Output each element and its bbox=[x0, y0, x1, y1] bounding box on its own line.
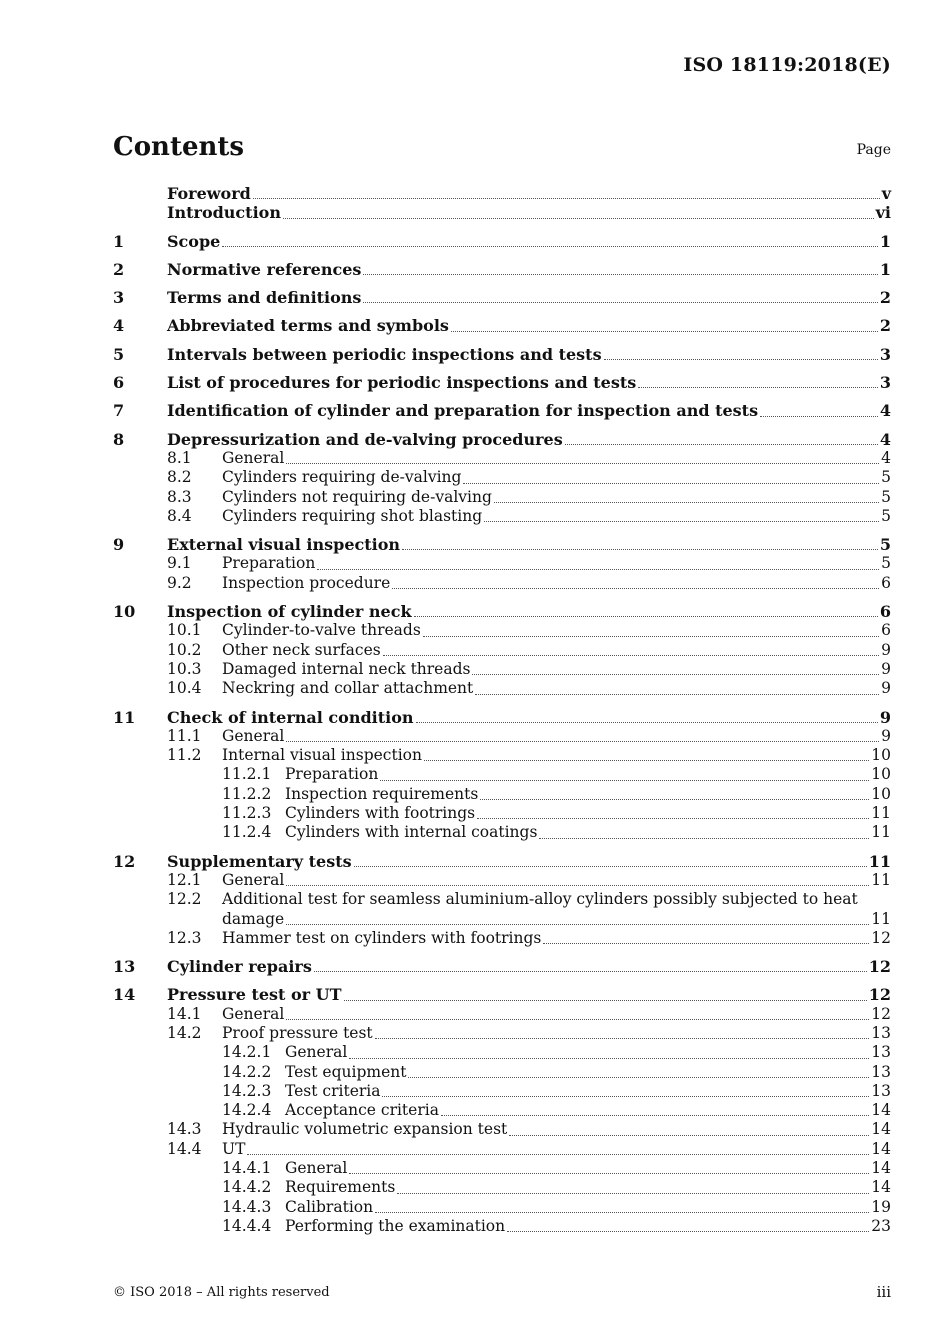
toc-entry-number: 14.1 bbox=[167, 1004, 202, 1023]
toc-entry[interactable] bbox=[113, 746, 891, 765]
toc-entry-page: 11 bbox=[871, 804, 891, 823]
toc-entry-title: Proof pressure test bbox=[222, 1023, 373, 1042]
toc-entry[interactable] bbox=[113, 1082, 891, 1101]
toc-entry[interactable] bbox=[113, 1198, 891, 1217]
toc-entry-page: 14 bbox=[871, 1139, 891, 1158]
toc-entry-title: Identification of cylinder and preparation for inspection and tests bbox=[167, 401, 759, 421]
dot-leader bbox=[424, 759, 869, 761]
dot-leader bbox=[286, 740, 879, 742]
toc-entry-page: 5 bbox=[881, 506, 891, 525]
toc-entry-title: General bbox=[222, 1004, 285, 1023]
toc-entry-number: 8.4 bbox=[167, 506, 192, 525]
toc-entry[interactable] bbox=[113, 679, 891, 698]
toc-entry-title: Pressure test or UT bbox=[167, 985, 342, 1005]
toc-entry[interactable] bbox=[113, 1005, 891, 1024]
dot-leader bbox=[286, 462, 879, 464]
dot-leader bbox=[539, 837, 869, 839]
toc-entry-number: 8.1 bbox=[167, 448, 192, 467]
toc-entry-page: 6 bbox=[881, 621, 891, 640]
dot-leader bbox=[484, 520, 879, 522]
toc-entry-title: Hammer test on cylinders with footrings bbox=[222, 928, 542, 947]
toc-entry-number: 14.4.2 bbox=[222, 1178, 272, 1197]
toc-entry-number: 14 bbox=[113, 985, 136, 1005]
toc-entry-page: 12 bbox=[871, 1004, 891, 1023]
dot-leader bbox=[397, 1192, 869, 1194]
dot-leader bbox=[507, 1230, 869, 1232]
dot-leader bbox=[349, 1172, 869, 1174]
toc-entry[interactable] bbox=[113, 641, 891, 660]
dot-leader bbox=[402, 548, 878, 550]
toc-entry-title: Normative references bbox=[167, 259, 362, 279]
toc-entry-title: List of procedures for periodic inspections and tests bbox=[167, 373, 637, 393]
toc-entry-page: 13 bbox=[871, 1081, 891, 1100]
toc-entry[interactable] bbox=[113, 785, 891, 804]
dot-leader bbox=[565, 443, 878, 445]
toc-entry-page: 14 bbox=[871, 1120, 891, 1139]
toc-entry-title: Terms and definitions bbox=[167, 288, 362, 308]
toc-entry-page: 12 bbox=[871, 928, 891, 947]
toc-entry-number: 2 bbox=[113, 259, 125, 279]
toc-entry-title: Cylinders with internal coatings bbox=[285, 823, 538, 842]
toc-entry[interactable] bbox=[113, 488, 891, 507]
toc-entry[interactable] bbox=[113, 621, 891, 640]
toc-entry[interactable] bbox=[113, 288, 891, 307]
page-number: iii bbox=[876, 1283, 891, 1301]
dot-leader bbox=[408, 1076, 869, 1078]
dot-leader bbox=[317, 568, 879, 570]
toc-entry-page: 10 bbox=[871, 784, 891, 803]
toc-entry[interactable] bbox=[113, 602, 891, 621]
toc-entry[interactable] bbox=[113, 871, 891, 890]
toc-entry[interactable] bbox=[113, 430, 891, 449]
toc-entry-title: General bbox=[285, 1043, 348, 1062]
toc-entry-number: 14.4.1 bbox=[222, 1159, 272, 1178]
toc-entry[interactable] bbox=[113, 804, 891, 823]
toc-entry-title: Cylinders requiring de-valving bbox=[222, 468, 462, 487]
dot-leader bbox=[222, 245, 878, 247]
toc-entry[interactable] bbox=[113, 345, 891, 364]
toc-entry-page: 13 bbox=[871, 1023, 891, 1042]
toc-entry-number: 14.2.4 bbox=[222, 1101, 272, 1120]
table-of-contents bbox=[113, 184, 891, 1236]
toc-entry[interactable] bbox=[113, 373, 891, 392]
toc-entry-number: 11.2.2 bbox=[222, 784, 272, 803]
toc-entry-number: 9.2 bbox=[167, 573, 192, 592]
toc-entry[interactable] bbox=[113, 1024, 891, 1043]
toc-entry-number: 10 bbox=[113, 602, 136, 622]
toc-entry-title: Inspection requirements bbox=[285, 784, 479, 803]
toc-entry-title: Cylinder repairs bbox=[167, 957, 312, 977]
toc-entry-title: Calibration bbox=[285, 1197, 374, 1216]
toc-entry[interactable] bbox=[113, 574, 891, 593]
toc-entry[interactable] bbox=[113, 660, 891, 679]
dot-leader bbox=[416, 721, 878, 723]
toc-entry[interactable] bbox=[113, 1063, 891, 1082]
toc-entry-title: General bbox=[222, 726, 285, 745]
toc-entry-title: Foreword bbox=[167, 184, 251, 203]
toc-entry-title: External visual inspection bbox=[167, 535, 401, 555]
toc-entry-page: 4 bbox=[881, 448, 891, 467]
dot-leader bbox=[253, 197, 880, 199]
toc-entry-title: Acceptance criteria bbox=[285, 1101, 439, 1120]
toc-entry-number: 10.1 bbox=[167, 621, 202, 640]
dot-leader bbox=[494, 501, 879, 503]
toc-entry-number: 14.4.3 bbox=[222, 1197, 272, 1216]
toc-entry-number: 10.2 bbox=[167, 640, 202, 659]
dot-leader bbox=[423, 635, 879, 637]
toc-entry-page: 6 bbox=[879, 602, 891, 622]
toc-entry-number: 7 bbox=[113, 401, 125, 421]
toc-entry-title-continued: damage bbox=[222, 909, 285, 928]
toc-entry-title: Damaged internal neck threads bbox=[222, 659, 471, 678]
toc-entry-title: Inspection procedure bbox=[222, 573, 391, 592]
toc-entry[interactable] bbox=[113, 765, 891, 784]
toc-entry-page: 13 bbox=[871, 1043, 891, 1062]
dot-leader bbox=[509, 1134, 869, 1136]
toc-entry-title: Cylinders requiring shot blasting bbox=[222, 506, 483, 525]
toc-entry-title: Depressurization and de-valving procedures bbox=[167, 429, 563, 449]
toc-entry-page: 6 bbox=[881, 573, 891, 592]
toc-entry-page: 3 bbox=[879, 344, 891, 364]
dot-leader bbox=[472, 673, 879, 675]
toc-entry-number: 11.2.3 bbox=[222, 804, 272, 823]
toc-entry-number: 14.2.1 bbox=[222, 1043, 272, 1062]
toc-entry-page: 5 bbox=[879, 535, 891, 555]
page-column-label: Page bbox=[856, 142, 891, 158]
toc-entry-number: 10.4 bbox=[167, 679, 202, 698]
toc-entry[interactable] bbox=[113, 1120, 891, 1139]
dot-leader bbox=[363, 301, 877, 303]
dot-leader bbox=[344, 999, 867, 1001]
toc-entry[interactable] bbox=[113, 1140, 891, 1159]
toc-entry-page: 2 bbox=[879, 316, 891, 336]
dot-leader bbox=[382, 1095, 869, 1097]
toc-entry-title: General bbox=[285, 1159, 348, 1178]
toc-entry-number: 9 bbox=[113, 535, 125, 555]
toc-entry-page: 19 bbox=[871, 1197, 891, 1216]
toc-entry[interactable] bbox=[113, 985, 891, 1004]
toc-entry-page: 5 bbox=[881, 554, 891, 573]
toc-entry-number: 11.2.4 bbox=[222, 823, 272, 842]
toc-entry-title: Preparation bbox=[285, 765, 379, 784]
toc-entry-number: 11 bbox=[113, 707, 136, 727]
toc-entry-title: Internal visual inspection bbox=[222, 746, 422, 765]
dot-leader bbox=[380, 779, 869, 781]
toc-entry-title: General bbox=[222, 448, 285, 467]
toc-entry-page: 3 bbox=[879, 373, 891, 393]
toc-entry[interactable] bbox=[113, 1159, 891, 1178]
toc-entry-title: UT bbox=[222, 1139, 246, 1158]
dot-leader bbox=[247, 1153, 869, 1155]
toc-entry[interactable] bbox=[113, 449, 891, 468]
toc-entry-number: 12.2 bbox=[167, 890, 202, 909]
dot-leader bbox=[604, 358, 878, 360]
toc-entry-page: 4 bbox=[879, 401, 891, 421]
toc-entry-number: 4 bbox=[113, 316, 125, 336]
dot-leader bbox=[314, 970, 867, 972]
toc-entry-title: Inspection of cylinder neck bbox=[167, 602, 412, 622]
toc-entry-number: 12 bbox=[113, 851, 136, 871]
toc-entry-number: 5 bbox=[113, 344, 125, 364]
toc-entry-page: 14 bbox=[871, 1178, 891, 1197]
toc-entry[interactable] bbox=[113, 823, 891, 842]
toc-entry-title: Neckring and collar attachment bbox=[222, 679, 474, 698]
toc-entry-number: 14.2.2 bbox=[222, 1062, 272, 1081]
toc-entry[interactable] bbox=[113, 260, 891, 279]
toc-entry-number: 12.3 bbox=[167, 928, 202, 947]
toc-entry-number: 9.1 bbox=[167, 554, 192, 573]
toc-entry-number: 3 bbox=[113, 288, 125, 308]
toc-entry[interactable] bbox=[113, 184, 891, 203]
toc-entry-number: 13 bbox=[113, 957, 136, 977]
toc-entry-page: 13 bbox=[871, 1062, 891, 1081]
toc-entry-number: 11.1 bbox=[167, 726, 202, 745]
toc-entry-page: 14 bbox=[871, 1159, 891, 1178]
toc-entry-page: 5 bbox=[881, 468, 891, 487]
toc-entry[interactable] bbox=[113, 232, 891, 251]
toc-entry-number: 11.2.1 bbox=[222, 765, 272, 784]
toc-entry-number: 14.3 bbox=[167, 1120, 202, 1139]
toc-entry-page: 9 bbox=[881, 640, 891, 659]
toc-entry-number: 8.2 bbox=[167, 468, 192, 487]
toc-entry-page: vi bbox=[875, 203, 891, 223]
dot-leader bbox=[349, 1057, 869, 1059]
document-id: ISO 18119:2018(E) bbox=[683, 54, 891, 76]
page-title: Contents bbox=[113, 132, 245, 162]
dot-leader bbox=[475, 693, 879, 695]
toc-entry[interactable] bbox=[113, 507, 891, 526]
toc-entry[interactable] bbox=[113, 708, 891, 727]
toc-entry-number: 8.3 bbox=[167, 487, 192, 506]
toc-entry[interactable] bbox=[113, 401, 891, 420]
toc-entry-number: 8 bbox=[113, 429, 125, 449]
toc-entry-title: Test criteria bbox=[285, 1081, 381, 1100]
toc-entry-page: 23 bbox=[871, 1216, 891, 1235]
toc-entry[interactable] bbox=[113, 1043, 891, 1062]
dot-leader bbox=[543, 942, 869, 944]
toc-entry[interactable] bbox=[113, 316, 891, 335]
toc-entry-page: v bbox=[881, 184, 891, 203]
toc-entry[interactable] bbox=[113, 468, 891, 487]
toc-entry-title: Preparation bbox=[222, 554, 316, 573]
dot-leader bbox=[375, 1037, 870, 1039]
dot-leader bbox=[463, 482, 879, 484]
dot-leader bbox=[392, 587, 879, 589]
toc-entry[interactable] bbox=[113, 727, 891, 746]
toc-entry-page: 11 bbox=[868, 851, 891, 871]
toc-entry[interactable] bbox=[113, 1217, 891, 1236]
toc-entry[interactable] bbox=[113, 1101, 891, 1120]
toc-entry-page: 11 bbox=[871, 823, 891, 842]
toc-entry-page: 5 bbox=[881, 487, 891, 506]
toc-entry-number: 14.2 bbox=[167, 1023, 202, 1042]
dot-leader bbox=[477, 817, 869, 819]
toc-entry-page: 2 bbox=[879, 288, 891, 308]
toc-entry-page: 14 bbox=[871, 1101, 891, 1120]
toc-entry-page: 4 bbox=[879, 429, 891, 449]
toc-entry-title: Intervals between periodic inspections and tests bbox=[167, 344, 602, 364]
toc-entry-title: Introduction bbox=[167, 203, 281, 223]
dot-leader bbox=[451, 330, 878, 332]
toc-entry-title: Test equipment bbox=[285, 1062, 407, 1081]
toc-entry-title: Cylinder-to-valve threads bbox=[222, 621, 421, 640]
toc-entry-number: 12.1 bbox=[167, 870, 202, 889]
toc-entry-title: General bbox=[222, 870, 285, 889]
toc-entry-page: 11 bbox=[871, 909, 891, 928]
toc-entry-number: 14.4.4 bbox=[222, 1216, 272, 1235]
toc-entry-page: 12 bbox=[868, 985, 891, 1005]
dot-leader bbox=[414, 615, 878, 617]
dot-leader bbox=[383, 654, 879, 656]
dot-leader bbox=[283, 217, 874, 219]
toc-entry[interactable] bbox=[113, 929, 891, 948]
toc-entry-page: 1 bbox=[879, 259, 891, 279]
dot-leader bbox=[286, 884, 869, 886]
toc-entry-page: 11 bbox=[871, 870, 891, 889]
toc-entry-page: 9 bbox=[879, 707, 891, 727]
toc-entry-title: Scope bbox=[167, 231, 221, 251]
toc-entry-number: 6 bbox=[113, 373, 125, 393]
toc-entry-page: 9 bbox=[881, 679, 891, 698]
toc-entry[interactable] bbox=[113, 1178, 891, 1197]
toc-entry[interactable] bbox=[113, 554, 891, 573]
toc-entry-title: Check of internal condition bbox=[167, 707, 414, 727]
toc-entry-title: Hydraulic volumetric expansion test bbox=[222, 1120, 508, 1139]
toc-entry-page: 9 bbox=[881, 726, 891, 745]
dot-leader bbox=[286, 923, 869, 925]
dot-leader bbox=[441, 1114, 869, 1116]
toc-entry-title: Performing the examination bbox=[285, 1216, 506, 1235]
dot-leader bbox=[760, 415, 878, 417]
toc-entry-number: 14.2.3 bbox=[222, 1081, 272, 1100]
dot-leader bbox=[286, 1018, 869, 1020]
toc-entry[interactable] bbox=[113, 852, 891, 871]
toc-entry-title: Cylinders with footrings bbox=[285, 804, 476, 823]
toc-entry-title: Requirements bbox=[285, 1178, 396, 1197]
toc-entry-page: 1 bbox=[879, 231, 891, 251]
toc-entry-number: 11.2 bbox=[167, 746, 202, 765]
toc-entry-page: 12 bbox=[868, 957, 891, 977]
toc-entry-title: Supplementary tests bbox=[167, 851, 352, 871]
dot-leader bbox=[354, 865, 867, 867]
toc-entry-number: 10.3 bbox=[167, 659, 202, 678]
dot-leader bbox=[638, 386, 878, 388]
copyright-notice: © ISO 2018 – All rights reserved bbox=[113, 1285, 330, 1300]
dot-leader bbox=[375, 1211, 869, 1213]
toc-entry[interactable] bbox=[113, 957, 891, 976]
toc-entry-title: Abbreviated terms and symbols bbox=[167, 316, 449, 336]
toc-entry-title: Additional test for seamless aluminium-alloy cylinders possibly subjected to heat bbox=[222, 890, 858, 909]
toc-entry-number: 14.4 bbox=[167, 1139, 202, 1158]
dot-leader bbox=[480, 798, 869, 800]
dot-leader bbox=[363, 273, 877, 275]
toc-entry-number: 1 bbox=[113, 231, 125, 251]
toc-entry[interactable] bbox=[113, 203, 891, 222]
toc-entry-title: Other neck surfaces bbox=[222, 640, 381, 659]
toc-entry-page: 10 bbox=[871, 746, 891, 765]
toc-entry-title: Cylinders not requiring de-valving bbox=[222, 487, 492, 506]
toc-entry-page: 9 bbox=[881, 659, 891, 678]
toc-entry-page: 10 bbox=[871, 765, 891, 784]
toc-entry[interactable] bbox=[113, 535, 891, 554]
toc-entry[interactable] bbox=[113, 890, 891, 929]
